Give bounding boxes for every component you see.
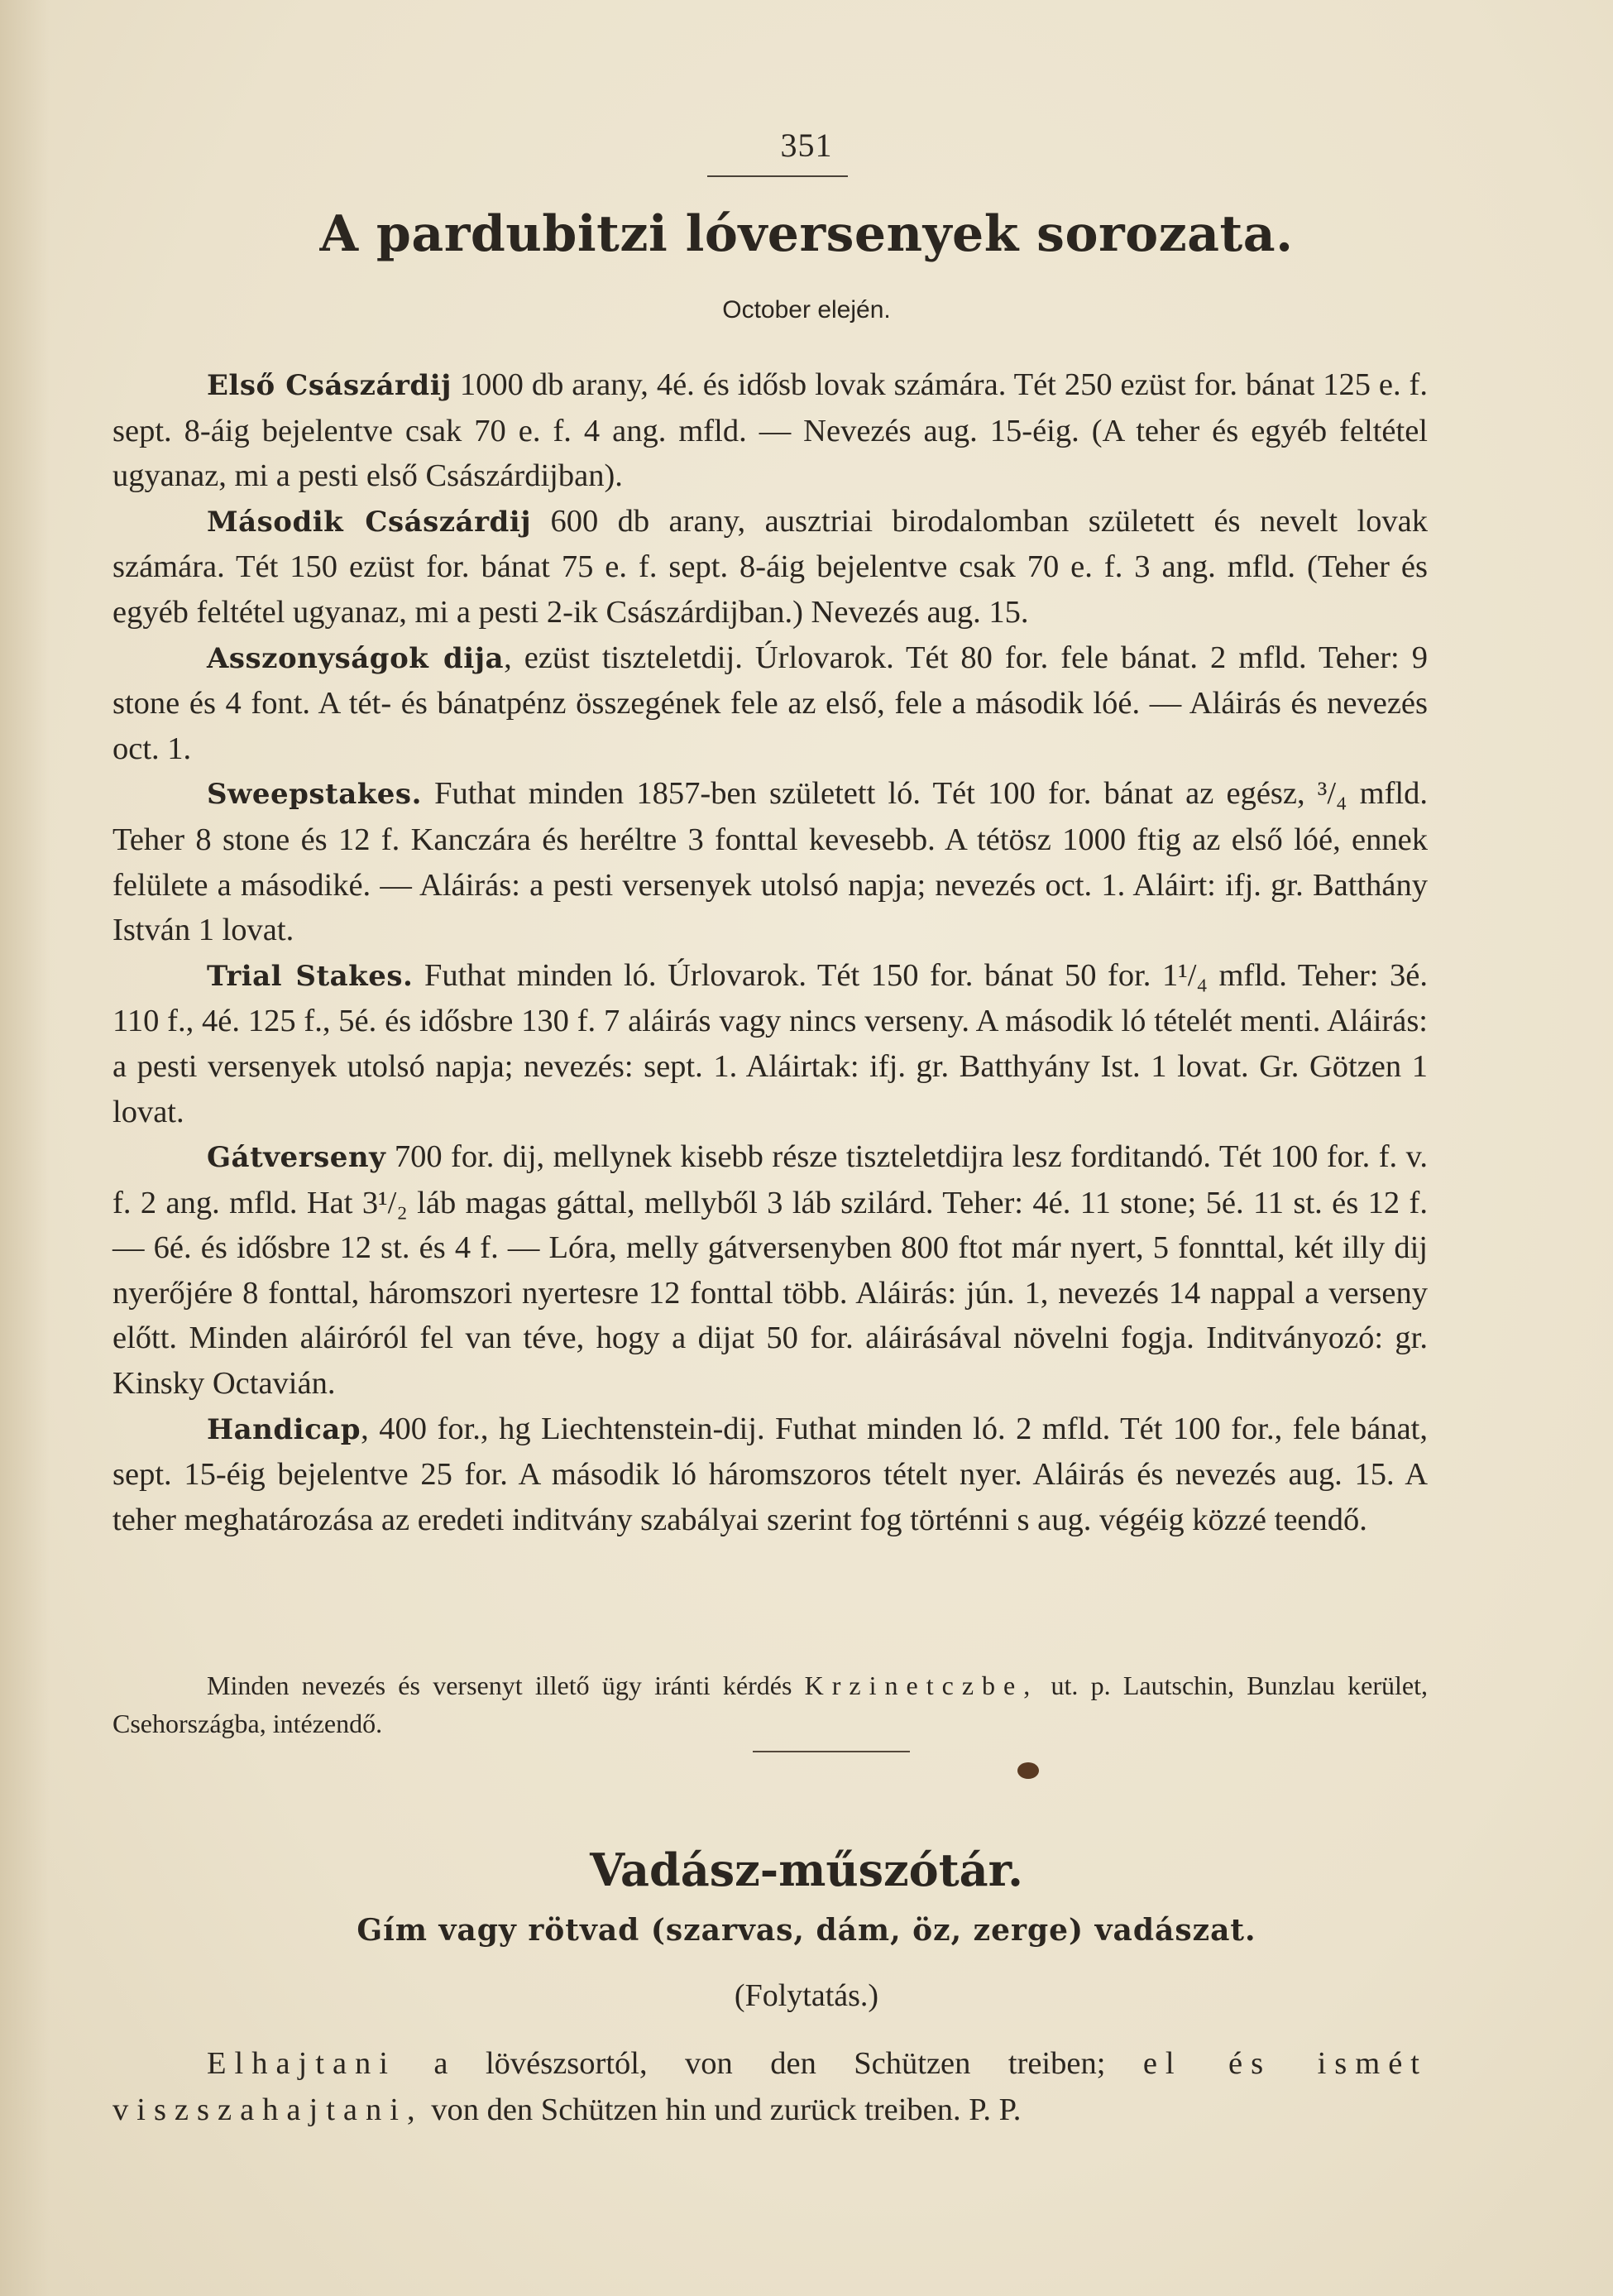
note-text: Minden nevezés és versenyt illető ügy iránti kérdés [207, 1670, 792, 1700]
section-subtitle: Gím vagy rötvad (szarvas, dám, öz, zerge) vadászat. [357, 1913, 1256, 1948]
section-title: Vadász-műszótár. [590, 1843, 1023, 1896]
footnote [112, 1666, 1428, 1742]
paragraph [112, 499, 1428, 635]
paragraph-text: , 400 for., hg Liechtenstein-dij. Futhat minden ló. 2 mfld. Tét 100 for., fele bánat, sept. 15-éig bejelentve 25 for. A második ló háromszoros tételt nyer. Aláirás és nevezés aug. 15. A teher meghatározása az eredeti inditvány szabályai szerint fog történni s aug. végéig közzé teendő. [112, 1411, 1428, 1537]
section-title: A pardubitzi lóversenyek sorozata. [319, 205, 1294, 263]
continuation-note: (Folytatás.) [734, 1978, 879, 2013]
paragraph-heading: Asszonyságok dija [207, 641, 505, 675]
paragraph [112, 362, 1428, 499]
paragraph-heading: Gátverseny [207, 1141, 386, 1175]
paragraph [112, 771, 1428, 952]
note-text: ut. p. Lautschin, Bunzlau kerület, Csehországba, intézendő. [112, 1670, 1429, 1738]
paragraph [112, 953, 1428, 1134]
page-number-rule [707, 175, 848, 177]
paragraph-text: Futhat minden 1857-ben született ló. Tét 100 for. bánat az egész, ³/₄ mfld. Teher 8 stone és 12 f. Kanczára és heréltre 3 fonttal kevesebb. A tétösz 1000 ftig az első lóé, ennek felülete a másodiké. — Aláirás: a pesti versenyek utolsó napja; nevezés oct. 1. Aláirt: ifj. gr. Batthány István 1 lovat. [112, 776, 1429, 948]
term: el és ismét viszszahajtani, [112, 2046, 1428, 2127]
paragraph [112, 1134, 1428, 1407]
note-place: Krzinetczbe, [804, 1670, 1039, 1700]
section-separator [753, 1751, 910, 1752]
paragraph [112, 2040, 1428, 2133]
paragraph-heading: Trial Stakes. [207, 959, 414, 993]
paragraph-text: 600 db arany, ausztriai birodalomban született és nevelt lovak számára. Tét 150 ezüst for. bánat 75 e. f. sept. 8-áig bejelentve csak 70 e. f. 3 ang. mfld. (Teher és egyéb feltétel ugyanaz, mi a pesti 2-ik Császárdijban.) Nevezés aug. 15. [112, 503, 1428, 630]
paragraph-heading: Sweepstakes. [207, 778, 422, 812]
section-subtitle: October elején. [722, 296, 891, 324]
paragraph-text: , ezüst tiszteletdij. Úrlovarok. Tét 80 for. fele bánat. 2 mfld. Teher: 9 stone és 4 font. A tét- és bánatpénz összegének fele az első, fele a második lóé. — Aláirás és nevezés oct. 1. [112, 640, 1428, 766]
paragraph-heading: Második Császárdij [207, 505, 531, 539]
paragraph-heading: Handicap [207, 1412, 361, 1446]
definition: a lövészsortól, von den Schützen treiben; [433, 2046, 1106, 2081]
page-number: 351 [780, 127, 833, 164]
paragraph [112, 635, 1428, 772]
paragraph-text: Futhat minden ló. Úrlovarok. Tét 150 for. bánat 50 for. 1¹/₄ mfld. Teher: 3é. 110 f., 4é. 125 f., 5é. és idősbre 130 f. 7 aláirás vagy nincs verseny. A második ló tételét menti. Aláirás: a pesti versenyek utolsó napja; nevezés: sept. 1. Aláirtak: ifj. gr. Batthyány Ist. 1 lovat. Gr. Götzen 1 lovat. [112, 957, 1429, 1129]
note-paragraph [112, 1666, 1428, 1742]
paragraph [112, 1407, 1428, 1543]
section-body [112, 2040, 1428, 2133]
ink-blot [1017, 1762, 1039, 1779]
page-gutter-shadow [0, 0, 50, 2296]
term: Elhajtani [207, 2046, 396, 2081]
section-body [112, 362, 1428, 1542]
paragraph-heading: Első Császárdij [207, 369, 452, 402]
paragraph-text: 700 for. dij, mellynek kisebb része tiszteletdijra lesz forditandó. Tét 100 for. f. v. f. 2 ang. mfld. Hat 3¹/₂ láb magas gáttal, mellyből 3 láb szilárd. Teher: 4é. 11 stone; 5é. 11 st. és 12 f. — 6é. és idősbre 12 st. és 4 f. — Lóra, melly gátversenyben 800 ftot már nyert, 5 fonnttal, két illy dij nyerőjére 8 fonttal, háromszori nyertesre 12 fonttal több. Aláirás: jún. 1, nevezés 14 nappal a verseny előtt. Minden aláiróról fel van téve, hogy a dijat 50 for. aláirásával növelni fogja. Inditványozó: gr. Kinsky Octavián. [112, 1139, 1429, 1402]
paragraph-text: 1000 db arany, 4é. és idősb lovak számára. Tét 250 ezüst for. bánat 125 e. f. sept. 8-áig bejelentve csak 70 e. f. 4 ang. mfld. — Nevezés aug. 15-éig. (A teher és egyéb feltétel ugyanaz, mi a pesti első Császárdijban). [112, 367, 1429, 494]
definition: von den Schützen hin und zurück treiben. P. P. [431, 2092, 1022, 2127]
